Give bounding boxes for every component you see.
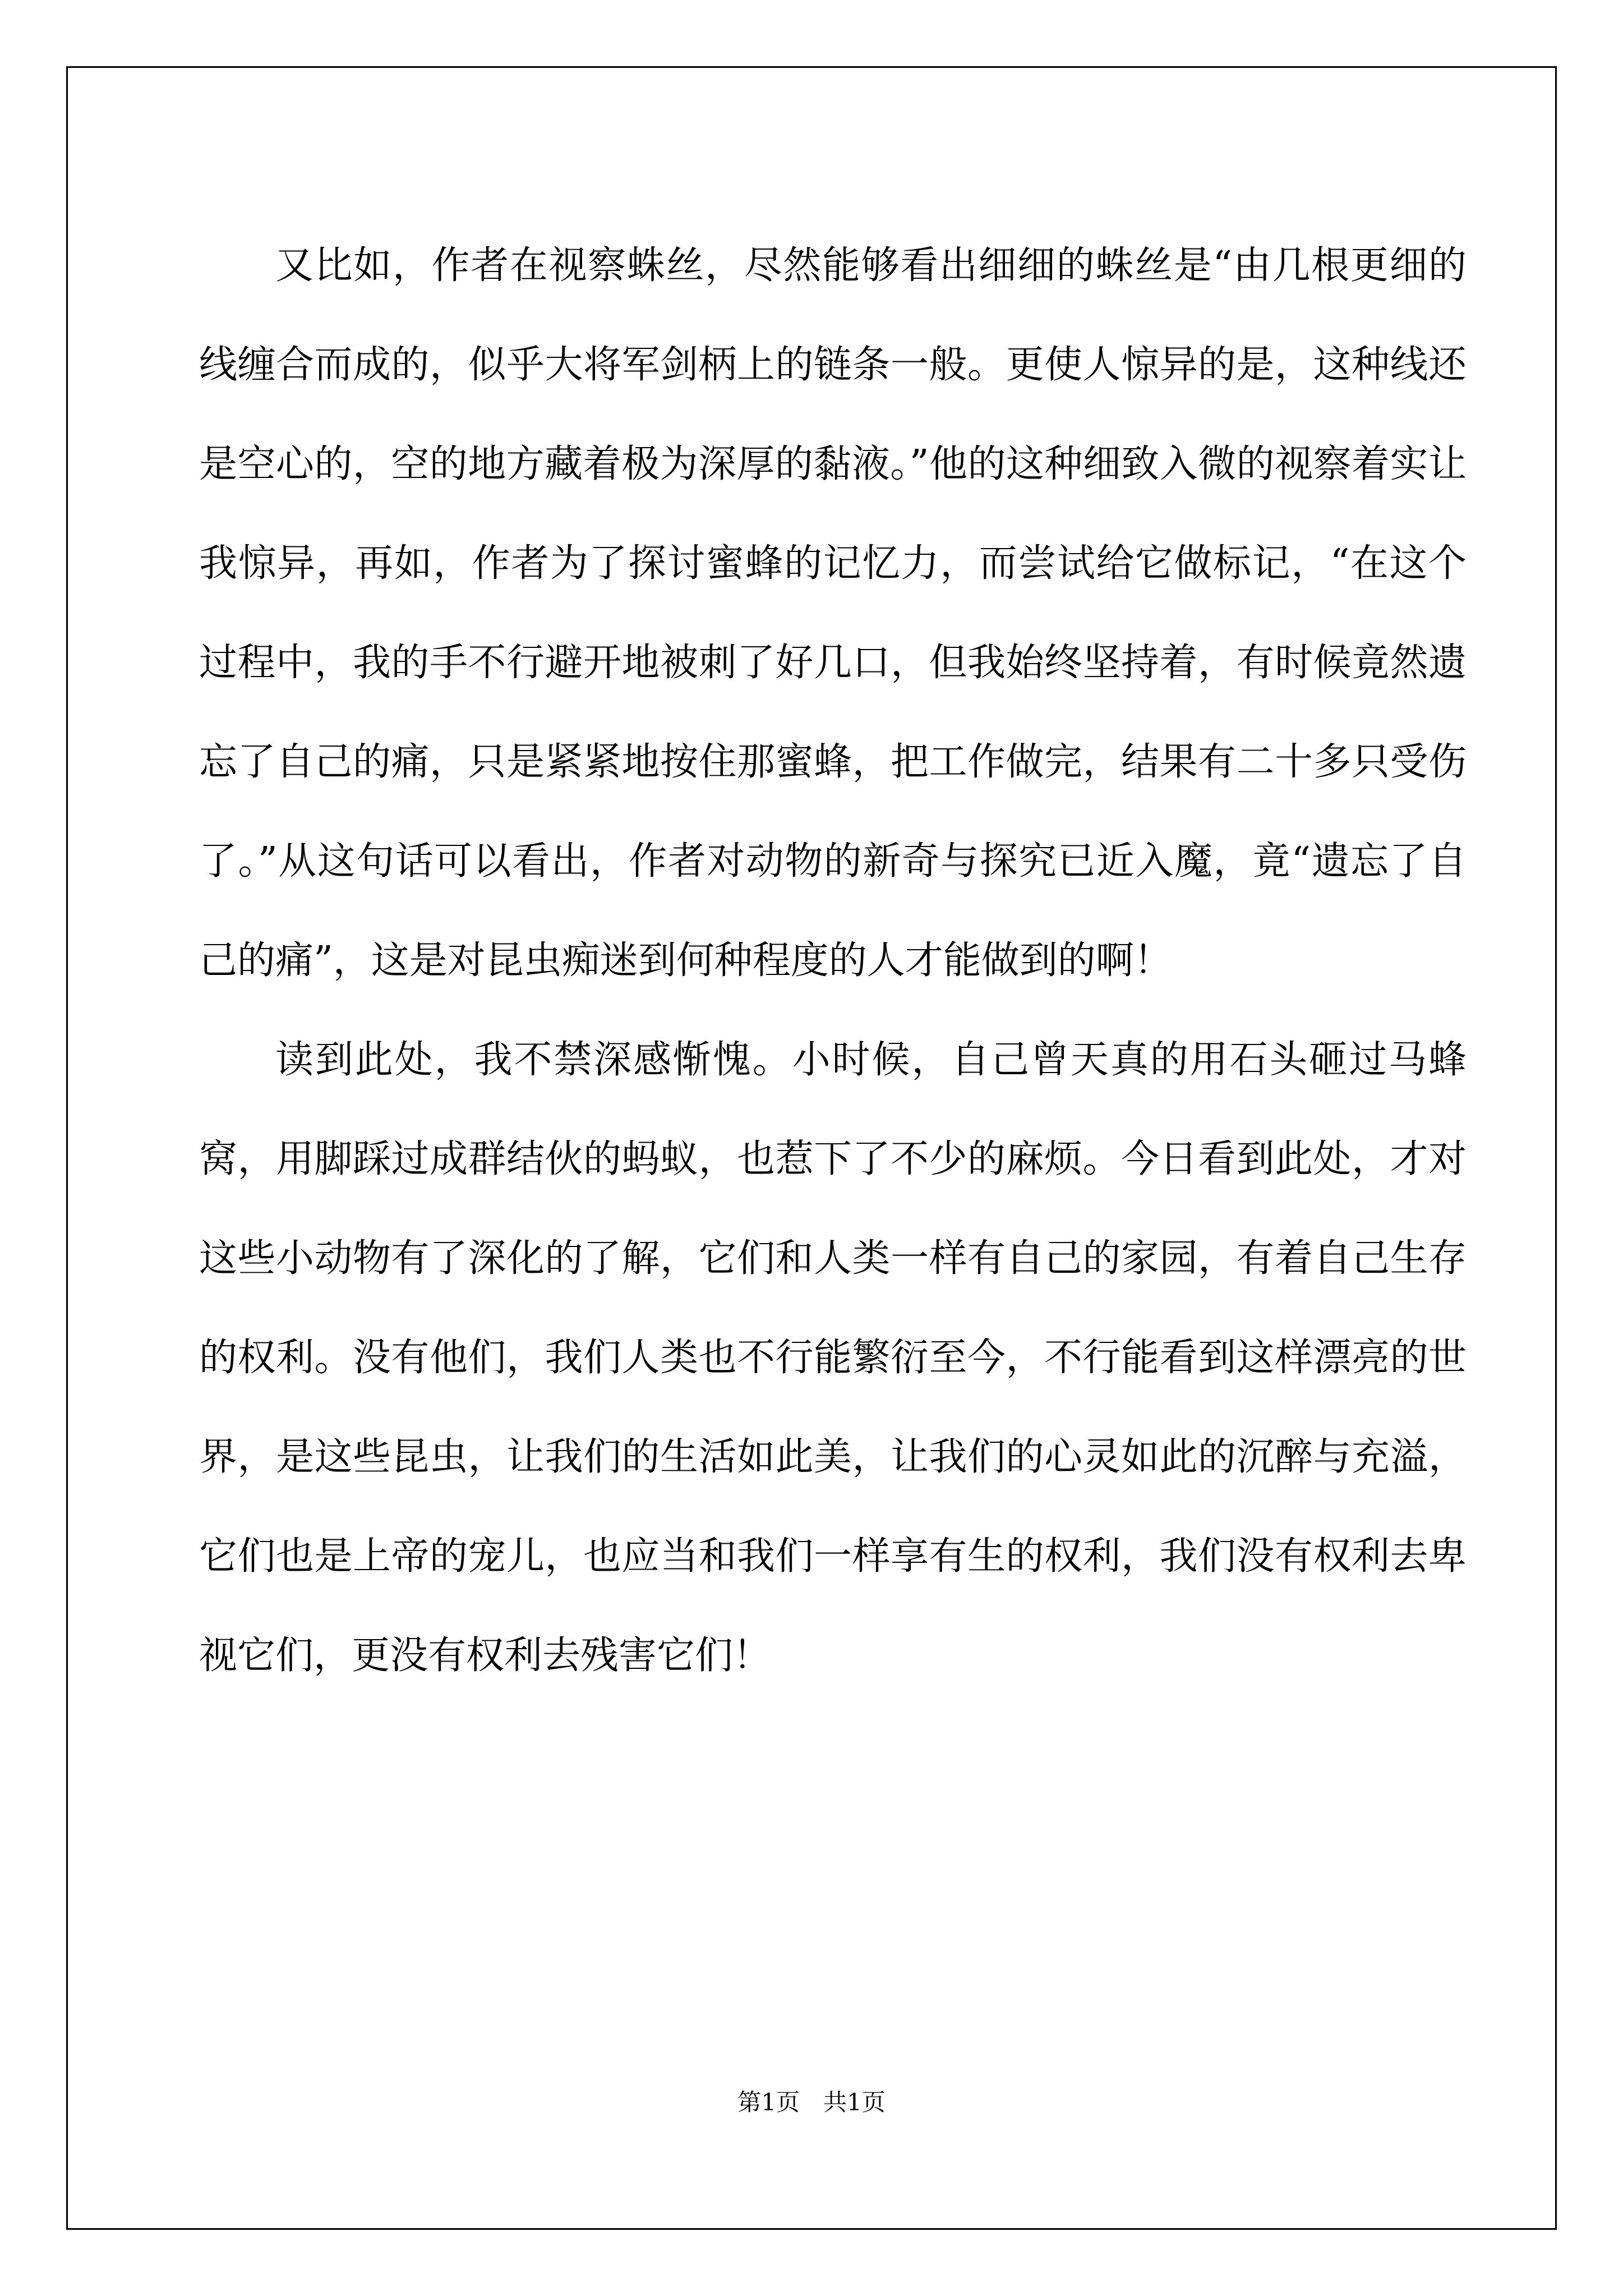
document-body <box>199 216 1467 1705</box>
paragraph-1: 又比如，作者在视察蛛丝，尽然能够看出细细的蛛丝是“由几根更细的线缠合而成的，似乎大将军剑柄上的链条一般。更使人惊异的是，这种线还是空心的，空的地方藏着极为深厚的黏液。”他的这种细致入微的视察着实让我惊异，再如，作者为了探讨蜜蜂的记忆力，而尝试给它做标记，“在这个过程中，我的手不行避开地被刺了好几口，但我始终坚持着，有时候竟然遗忘了自己的痛，只是紧紧地按住那蜜蜂，把工作做完，结果有二十多只受伤了。”从这句话可以看出，作者对动物的新奇与探究已近入魔，竟“遗忘了自己的痛”，这是对昆虫痴迷到何种程度的人才能做到的啊！ <box>199 243 1467 983</box>
paragraph-2: 读到此处，我不禁深感惭愧。小时候，自己曾天真的用石头砸过马蜂窝，用脚踩过成群结伙的蚂蚁，也惹下了不少的麻烦。今日看到此处，才对这些小动物有了深化的了解，它们和人类一样有自己的家园，有着自己生存的权利。没有他们，我们人类也不行能繁衍至今，不行能看到这样漂亮的世界，是这些昆虫，让我们的生活如此美，让我们的心灵如此的沉醉与充溢，它们也是上帝的宠儿，也应当和我们一样享有生的权利，我们没有权利去卑视它们，更没有权利去残害它们！ <box>199 1038 1467 1678</box>
page-footer: 第1页 共1页 <box>737 2088 886 2116</box>
